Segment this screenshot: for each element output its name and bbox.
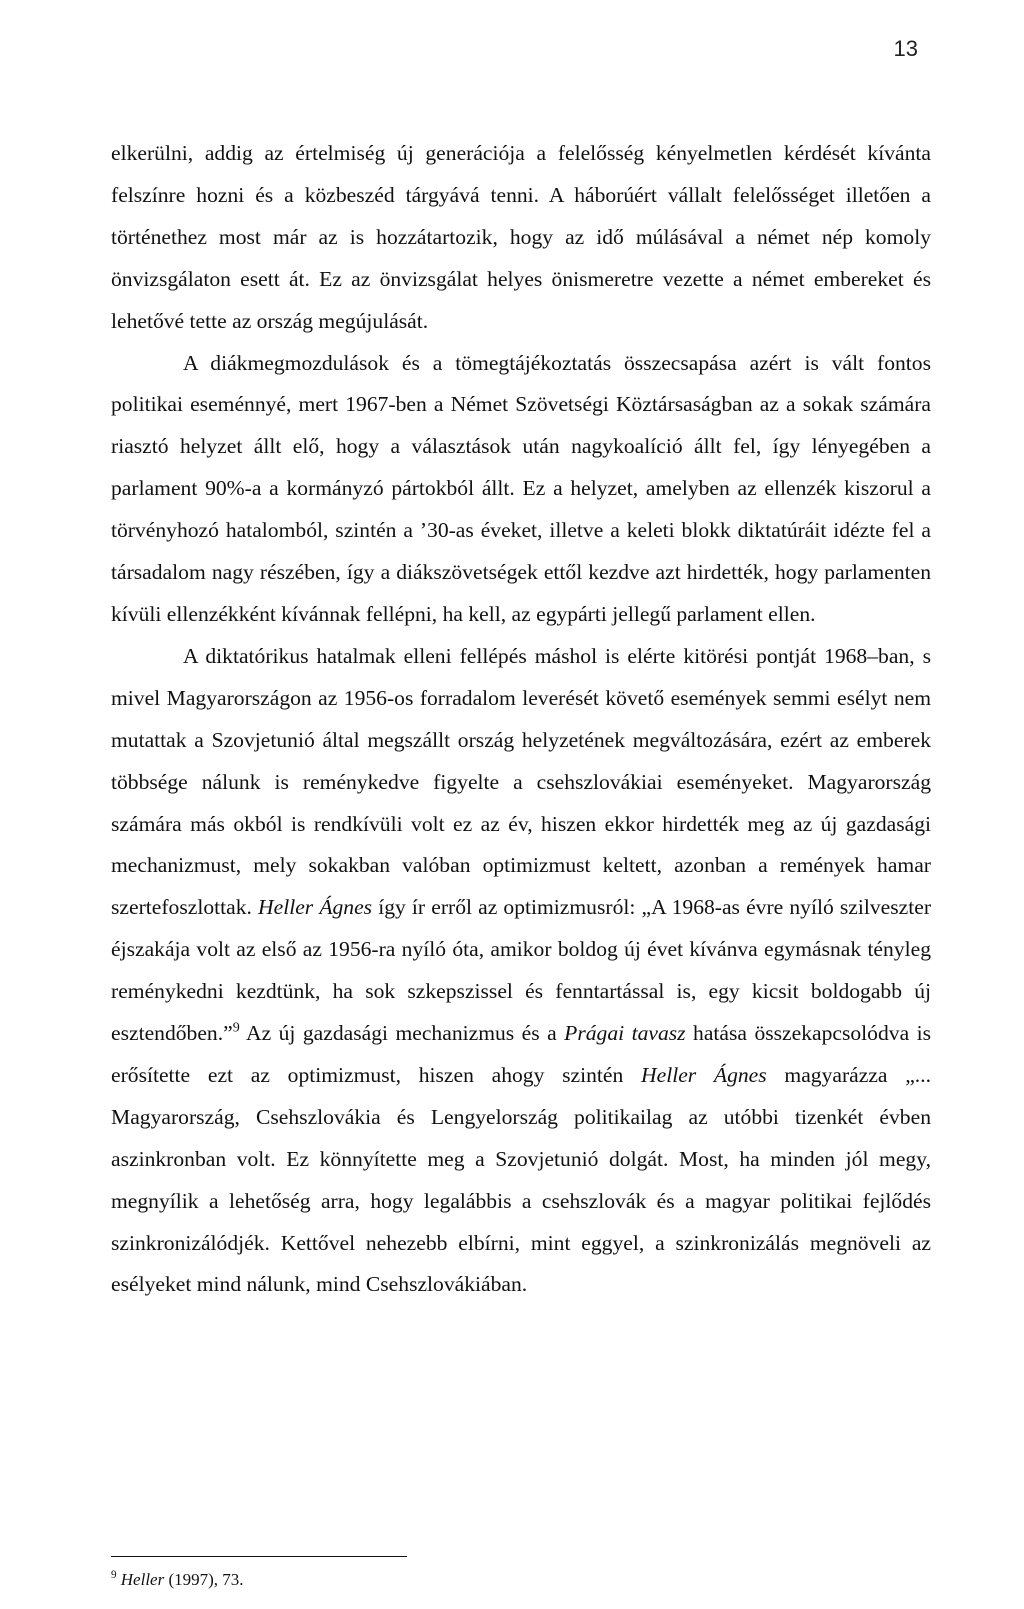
text-segment: hatása összekapcsolódva is erősítette ezt az optimizmust, hiszen ahogy szintén — [111, 1021, 932, 1087]
italic-text: Prágai tavasz — [564, 1021, 686, 1046]
text-segment: magyarázza „... Magyarország, Csehszlovákia és Lengyelország politikailag az utóbbi tizenkét évben aszinkronban volt. Ez könnyítette meg a Szovjetunió dolgát. Most, ha minden jól megy, megnyílik a lehetőség arra, hogy legalábbis a csehszlovák és a magyar politikai fejlődés szinkronizálódjék. Kettővel nehezebb elbírni, mint eggyel, a szinkronizálás megnöveli az esélyeket mind nálunk, mind Csehszlovákiában. — [111, 1062, 931, 1297]
footnote-citation: (1997), 73. — [164, 1570, 244, 1589]
text-segment: így ír erről az optimizmusról: „A 1968-as évre nyíló szilveszter éjszakája volt az első az 1956-ra nyíló óta, amikor boldog új évet kívánva egymásnak tényleg reménykedni kezdtünk, ha sok szkepszissel és fenntartással is, egy kicsit boldogabb új esztendőben.” — [111, 895, 932, 1046]
text-segment: A diktatórikus hatalmak elleni fellépés máshol is elérte kitörési pontját 1968–ban, s mivel Magyarországon az 1956-os forradalom leverését követő események semmi esélyt nem mutattak a Szovjetunió által megszállt ország helyzetének megváltozására, ezért az emberek többsége nálunk is reménykedve figyelte a csehszlovákiai eseményeket. Magyarország számára más okból is rendkívüli volt ez az év, hiszen ekkor hirdették meg az új gazdasági mechanizmust, mely sokakban valóban optimizmust keltett, azonban a remények hamar szertefoszlottak. — [111, 643, 931, 920]
footnote-author: Heller — [120, 1570, 165, 1589]
text-segment: A diákmegmozdulások és a tömegtájékoztatás összecsapása azért is vált fontos politikai eseménnyé, mert 1967-ben a Német Szövetségi Köztársaságban az a sokak számára riasztó helyzet állt elő, hogy a választások után nagykoalíció állt fel, így lényegében a parlament 90%-a a kormányzó pártokból állt. Ez a helyzet, amelyben az ellenzék kiszorul a törvényhozó hatalomból, szintén a ’30-as éveket, illetve a keleti blokk diktatúráit idézte fel a társadalom nagy részében, így a diákszövetségek ettől kezdve azt hirdették, hogy parlamenten kívüli ellenzékként kívánnak fellépni, ha kell, az egypárti jellegű parlament ellen. — [111, 350, 931, 626]
footnote-separator — [111, 1556, 407, 1557]
paragraph — [111, 133, 931, 343]
footnote-reference: 9 — [232, 1019, 240, 1036]
text-segment: elkerülni, addig az értelmiség új generációja a felelősség kényelmetlen kérdését kívánta felszínre hozni és a közbeszéd tárgyává tenni. A háborúért vállalt felelősséget illetően a történethez most már az is hozzátartozik, hogy az idő múlásával a német nép komoly önvizsgálaton esett át. Ez az önvizsgálat helyes önismeretre vezette a német embereket és lehetővé tette az ország megújulását. — [111, 141, 931, 333]
page-number: 13 — [893, 36, 918, 61]
paragraph — [111, 636, 931, 1307]
italic-text: Heller Ágnes — [258, 895, 373, 920]
main-text — [111, 133, 931, 1306]
footnote-marker: 9 — [111, 1569, 117, 1582]
text-segment: Az új gazdasági mechanizmus és a — [239, 1021, 565, 1046]
italic-text: Heller Ágnes — [641, 1062, 767, 1087]
paragraph — [111, 343, 931, 636]
footnote — [111, 1569, 244, 1591]
